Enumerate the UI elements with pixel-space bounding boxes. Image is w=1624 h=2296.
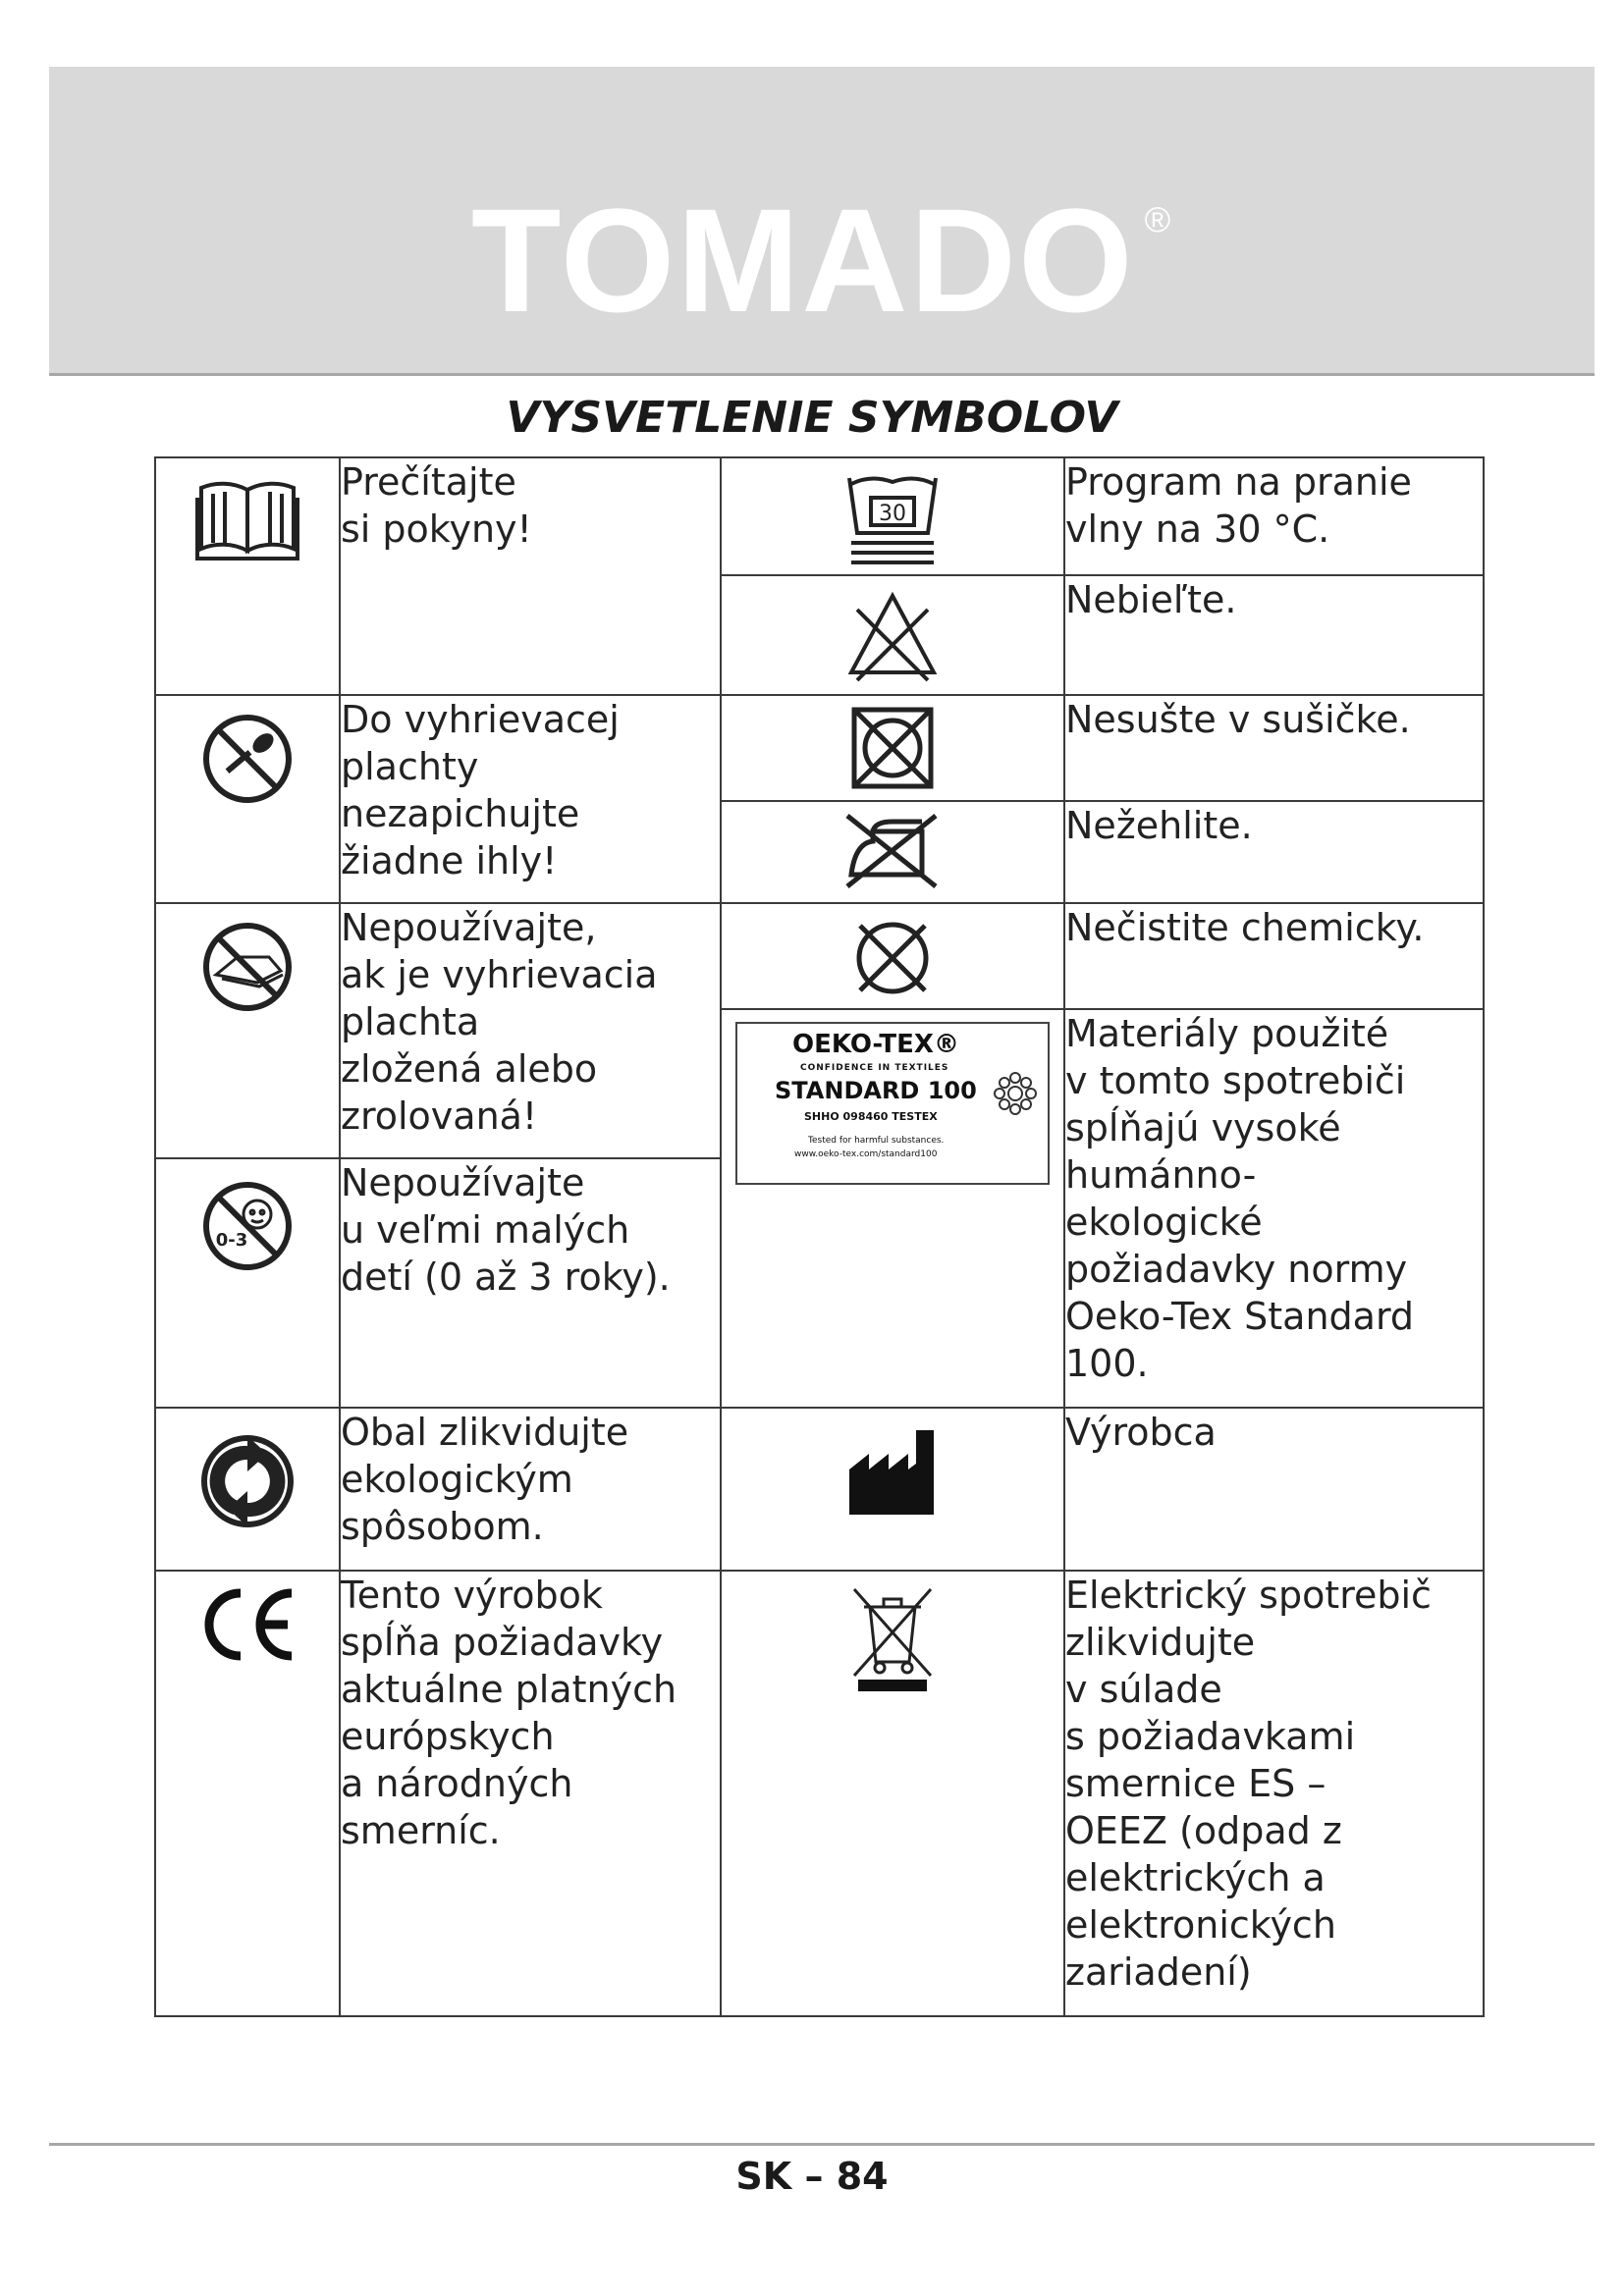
weee-bin-icon: [848, 1585, 937, 1693]
no-iron-text: Nežehlite.: [1064, 801, 1484, 903]
no-children-age-label: 0-3: [215, 1230, 248, 1251]
oeko-tex-icon-cell: [721, 1009, 1064, 1408]
page-number: SK – 84: [735, 2155, 889, 2198]
wash-30-icon-cell: [721, 457, 1064, 575]
no-bleach-icon-cell: [721, 575, 1064, 695]
oeko-tex-tagline: CONFIDENCE IN TEXTILES: [800, 1063, 949, 1073]
no-needles-icon: [198, 710, 297, 808]
brand-name: TOMADO: [470, 178, 1135, 343]
footer-divider: [49, 2143, 1595, 2146]
no-folded-icon: [198, 918, 297, 1016]
oeko-tex-url: www.oeko-tex.com/standard100: [794, 1149, 938, 1159]
no-iron-icon-cell: [721, 801, 1064, 903]
no-children-icon: [198, 1177, 297, 1275]
oeko-tex-cert-number: SHHO 098460 TESTEX: [804, 1110, 938, 1123]
green-dot-icon: [198, 1432, 297, 1530]
no-needles-icon-cell: [155, 695, 340, 903]
factory-icon: [845, 1424, 940, 1519]
no-dry-clean-text: Nečistite chemicky.: [1064, 903, 1484, 1009]
no-folded-text: Nepoužívajte, ak je vyhrievacia plachta zložená alebo zrolovaná!: [340, 903, 721, 1158]
wash-30-label: 30: [879, 502, 906, 526]
manufacturer-text: Výrobca: [1064, 1408, 1484, 1571]
ce-mark-icon: [193, 1585, 301, 1664]
no-bleach-text: Nebieľte.: [1064, 575, 1484, 695]
oeko-tex-label: [735, 1022, 1050, 1185]
green-dot-icon-cell: [155, 1408, 340, 1571]
no-dry-clean-icon: [848, 914, 937, 1002]
oeko-tex-brand: OEKO-TEX®: [792, 1030, 959, 1059]
read-instructions-text: Prečítajte si pokyny!: [340, 457, 721, 695]
book-icon: [193, 478, 301, 566]
weee-icon-cell: [721, 1571, 1064, 2016]
oeko-tex-flower-icon: [991, 1069, 1040, 1118]
registered-mark: ®: [1144, 199, 1173, 240]
no-tumble-dry-icon: [848, 704, 937, 792]
no-bleach-icon: [843, 586, 942, 684]
wash-30-icon: [843, 468, 942, 566]
oeko-tex-tested: Tested for harmful substances.: [808, 1136, 945, 1146]
no-dry-clean-icon-cell: [721, 903, 1064, 1009]
green-dot-text: Obal zlikvidujte ekologickým spôsobom.: [340, 1408, 721, 1571]
weee-text: Elektrický spotrebič zlikvidujte v súlade s požiadavkami smernice ES – OEEZ (odpad z elektrických a elektronických zariadení): [1064, 1571, 1484, 2016]
no-iron-icon: [843, 810, 942, 892]
no-tumble-dry-icon-cell: [721, 695, 1064, 801]
no-folded-icon-cell: [155, 903, 340, 1158]
ce-mark-icon-cell: [155, 1571, 340, 2016]
page-title: VYSVETLENIE SYMBOLOV: [506, 393, 1118, 443]
no-tumble-dry-text: Nesušte v sušičke.: [1064, 695, 1484, 801]
symbols-table: [154, 456, 1485, 2017]
no-children-icon-cell: [155, 1158, 340, 1408]
oeko-tex-standard: STANDARD 100: [775, 1077, 977, 1104]
no-children-text: Nepoužívajte u veľmi malých detí (0 až 3 roky).: [340, 1158, 721, 1408]
oeko-tex-text: Materiály použité v tomto spotrebiči spĺňajú vysoké humánno- ekologické požiadavky normy Oeko-Tex Standard 100.: [1064, 1009, 1484, 1408]
manufacturer-icon-cell: [721, 1408, 1064, 1571]
brand-logo: [49, 178, 1595, 343]
ce-mark-text: Tento výrobok spĺňa požiadavky aktuálne platných európskych a národných smerníc.: [340, 1571, 721, 2016]
no-needles-text: Do vyhrievacej plachty nezapichujte žiadne ihly!: [340, 695, 721, 903]
read-instructions-icon-cell: [155, 457, 340, 695]
wash-30-text: Program na pranie vlny na 30 °C.: [1064, 457, 1484, 575]
header-banner: [49, 67, 1595, 376]
